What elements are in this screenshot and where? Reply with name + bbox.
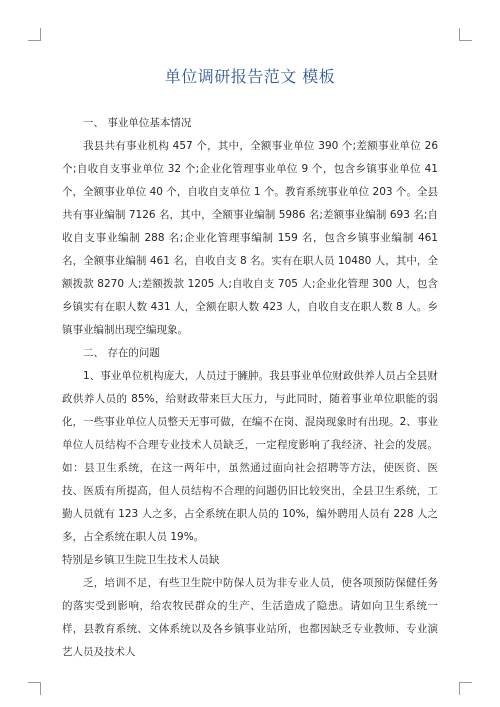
section-heading-1: 一、 事业单位基本情况 xyxy=(83,117,192,129)
section-heading-2: 二、 存在的问题 xyxy=(83,347,160,359)
paragraph-training: 乏，培训不足，有些卫生院中防保人员为非专业人员，使各项预防保健任务的落实受到影响，给农牧民群众的生产、生活造成了隐患。请如向卫生系统一样，县教育系统、文体系统以及各乡镇事业站所，也都因缺乏专业教师、专业演艺人员及技术人 xyxy=(62,577,438,658)
crop-mark-top-right xyxy=(459,28,472,41)
crop-mark-top-left xyxy=(28,28,41,41)
document-title: 单位调研报告范文 模板 xyxy=(164,67,336,86)
crop-mark-bottom-left xyxy=(28,682,41,695)
crop-mark-bottom-right xyxy=(459,682,472,695)
paragraph-basic-info: 我县共有事业机构 457 个，其中，全额事业单位 390 个;差额事业单位 26 个;自收自支事业单位 32 个;企业化管理事业单位 9 个，包含乡镇事业单位 41 个，全额事业单位 40 个，自收自支单位 1 个。教育系统事业单位 203 个。全县共有事业编制 7126 名，其中，全额事业编制 5986 名;差额事业编制 693 名;自收自支事业编制 288 名;企业化管理事编制 159 名，包含乡镇事业编制 461 名，全额事业编制 461 名，自收自支 8 名。实有在职人员 10480 人，其中，全额拨款 8270 人;差额拨款 1205 人;自收自支 705 人;企业化管理 300 人，包含乡镇实有在职人数 431 人，全额在职人数 423 人，自收自支在职人数 8 人。乡镇事业编制出现空编现象。 xyxy=(62,140,438,336)
document-body xyxy=(62,112,438,664)
paragraph-township-line: 特别是乡镇卫生院卫生技术人员缺 xyxy=(62,554,220,566)
paragraph-problems: 1、事业单位机构庞大，人员过于臃肿。我县事业单位财政供养人员占全县财政供养人员的 85%，给财政带来巨大压力，与此同时，随着事业单位职能的弱化，一些事业单位人员整天无事可做，在编不在岗、混岗现象时有出现。2、事业单位人员结构不合理专业技术人员缺乏，一定程度影响了我经济、社会的发展。如：县卫生系统，在这一两年中，虽然通过面向社会招聘等方法，使医资、医技、医质有所提高，但人员结构不合理的问题仍旧比较突出，全县卫生系统，工勤人员就有 123 人之多，占全系统在职人员的 10%，编外聘用人员有 228 人之多，占全系统在职人员 19%。 xyxy=(62,370,438,543)
